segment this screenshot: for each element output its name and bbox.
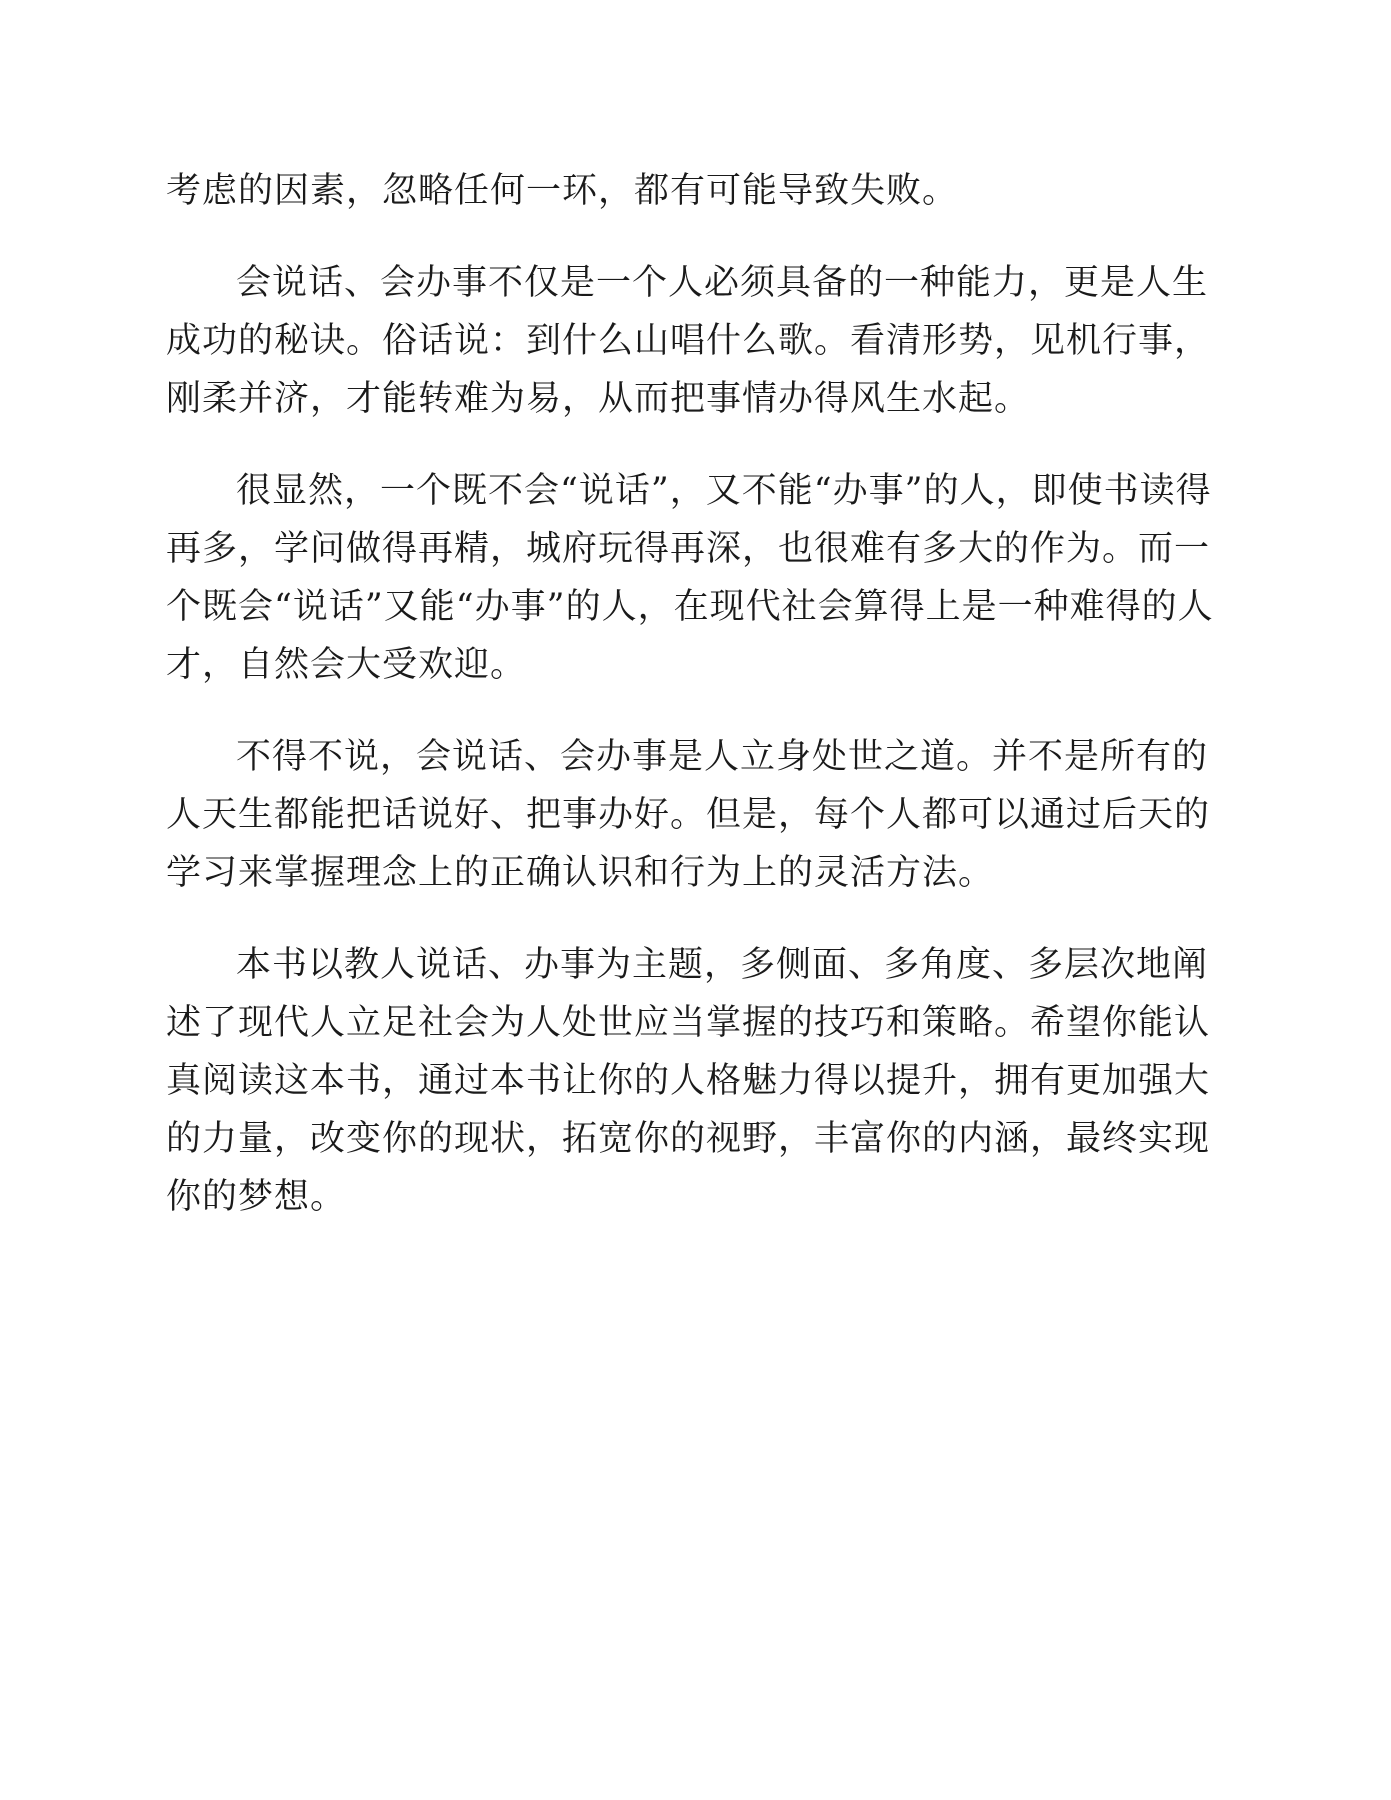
document-body bbox=[166, 162, 1226, 1260]
paragraph: 本书以教人说话、办事为主题，多侧面、多角度、多层次地阐述了现代人立足社会为人处世应当掌握的技巧和策略。希望你能认真阅读这本书，通过本书让你的人格魅力得以提升，拥有更加强大的力量，改变你的现状，拓宽你的视野，丰富你的内涵，最终实现你的梦想。 bbox=[166, 945, 1211, 1217]
paragraph: 会说话、会办事不仅是一个人必须具备的一种能力，更是人生成功的秘诀。俗话说：到什么山唱什么歌。看清形势，见机行事，刚柔并济，才能转难为易，从而把事情办得风生水起。 bbox=[166, 263, 1211, 419]
paragraph-continuation: 考虑的因素，忽略任何一环，都有可能导致失败。 bbox=[166, 171, 959, 211]
paragraph: 很显然，一个既不会“说话”，又不能“办事”的人，即使书读得再多，学问做得再精，城府玩得再深，也很难有多大的作为。而一个既会“说话”又能“办事”的人，在现代社会算得上是一种难得的人才，自然会大受欢迎。 bbox=[166, 471, 1214, 685]
paragraph: 不得不说，会说话、会办事是人立身处世之道。并不是所有的人天生都能把话说好、把事办好。但是，每个人都可以通过后天的学习来掌握理念上的正确认识和行为上的灵活方法。 bbox=[166, 737, 1211, 893]
